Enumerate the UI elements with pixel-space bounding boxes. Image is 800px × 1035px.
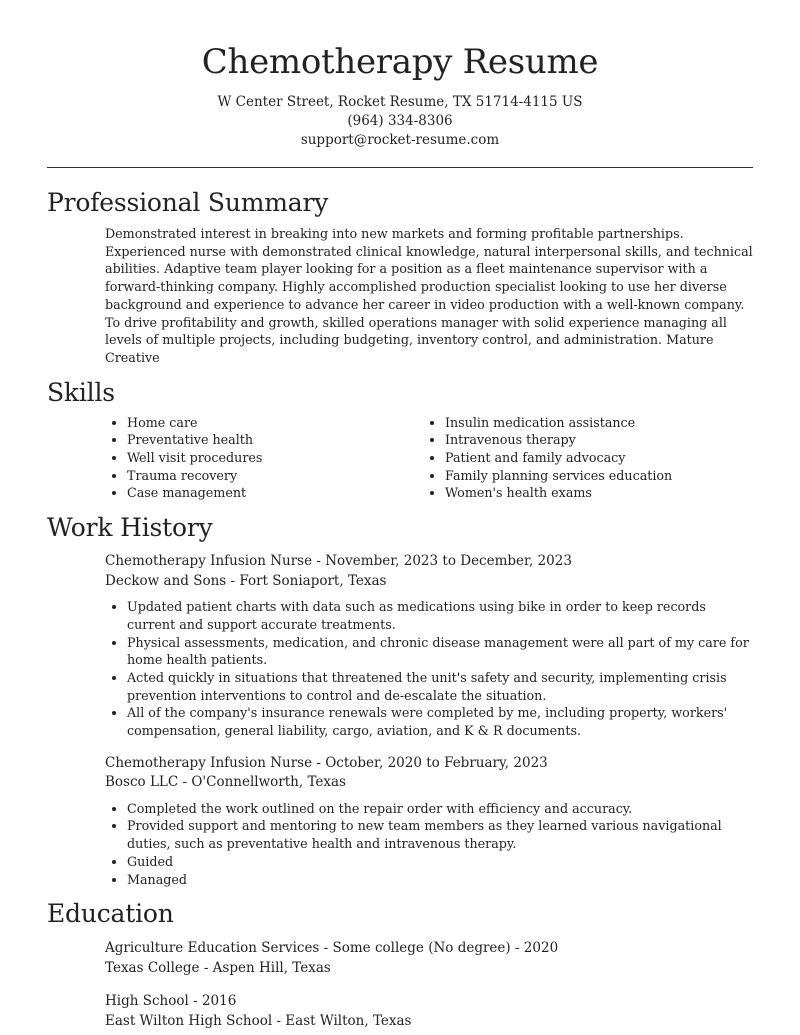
- email: support@rocket-resume.com: [300, 132, 500, 148]
- skill-item: • Patient and family advocacy: [445, 449, 672, 467]
- skills-heading: Skills: [47, 377, 115, 407]
- job-entry: [47, 754, 753, 889]
- education-school: East Wilton High School - East Wilton, Texas: [105, 1012, 412, 1029]
- job-duty: • Guided: [127, 853, 753, 871]
- job-duty: • Provided support and mentoring to new team members as they learned various navigational duties, such as preventative health and intravenous therapy.: [127, 817, 753, 852]
- address: W Center Street, Rocket Resume, TX 51714-4115 US: [217, 94, 583, 110]
- skill-item: • Family planning services education: [445, 467, 672, 485]
- education-school: Texas College - Aspen Hill, Texas: [105, 959, 331, 976]
- education-heading: Education: [47, 899, 174, 929]
- job-duty: • Updated patient charts with data such as medications using bike in order to keep records current and support accurate treatments.: [127, 598, 753, 633]
- skills-column-2: [424, 414, 672, 503]
- job-duty: • Managed: [127, 871, 753, 889]
- contact-info: [47, 93, 753, 150]
- job-duty: • All of the company's insurance renewals were completed by me, including property, workers' compensation, general liability, cargo, aviation, and K & R documents.: [127, 704, 753, 739]
- phone: (964) 334-8306: [347, 113, 453, 129]
- skill-item: • Women's health exams: [445, 484, 672, 502]
- job-employer-location: Deckow and Sons - Fort Soniaport, Texas: [105, 572, 387, 589]
- resume-title: Chemotherapy Resume: [201, 42, 599, 82]
- skill-item: • Home care: [127, 414, 424, 432]
- skill-item: • Intravenous therapy: [445, 431, 672, 449]
- job-duties: [105, 800, 753, 889]
- education-entry: [47, 939, 753, 978]
- summary-text: Demonstrated interest in breaking into new markets and forming profitable partnerships. Experienced nurse with demonstrated clinical knowledge, natural interpersonal skills, and technical abilities. Adaptive team player looking for a position as a fleet maintenance supervisor with a forward-thinking company. Highly accomplished production specialist looking to use her diverse background and experience to advance her career in video production with a well-known company. To drive profitability and growth, skilled operations manager with solid experience managing all levels of multiple projects, including budgeting, inventory control, and administration. Mature Creative: [105, 226, 753, 365]
- education-program: Agriculture Education Services - Some college (No degree) - 2020: [105, 940, 559, 957]
- skill-item: • Insulin medication assistance: [445, 414, 672, 432]
- work-history-heading: Work History: [47, 513, 213, 543]
- skills-list: [47, 414, 753, 503]
- header-divider: [47, 167, 753, 168]
- education-entry: [47, 992, 753, 1031]
- skills-column-1: [105, 414, 424, 503]
- job-employer-location: Bosco LLC - O'Connellworth, Texas: [105, 774, 346, 791]
- skill-item: • Trauma recovery: [127, 467, 424, 485]
- skill-item: • Preventative health: [127, 431, 424, 449]
- job-entry: [47, 552, 753, 740]
- job-title-dates: Chemotherapy Infusion Nurse - November, 2023 to December, 2023: [105, 553, 572, 570]
- job-duty: • Completed the work outlined on the repair order with efficiency and accuracy.: [127, 800, 753, 818]
- job-duty: • Acted quickly in situations that threatened the unit's safety and security, implementing crisis prevention interventions to control and de-escalate the situation.: [127, 669, 753, 704]
- job-duty: • Physical assessments, medication, and chronic disease management were all part of my care for home health patients.: [127, 634, 753, 669]
- skill-item: • Well visit procedures: [127, 449, 424, 467]
- education-program: High School - 2016: [105, 993, 237, 1010]
- job-duties: [105, 598, 753, 740]
- skill-item: • Case management: [127, 484, 424, 502]
- summary-heading: Professional Summary: [47, 188, 329, 217]
- job-title-dates: Chemotherapy Infusion Nurse - October, 2020 to February, 2023: [105, 754, 548, 771]
